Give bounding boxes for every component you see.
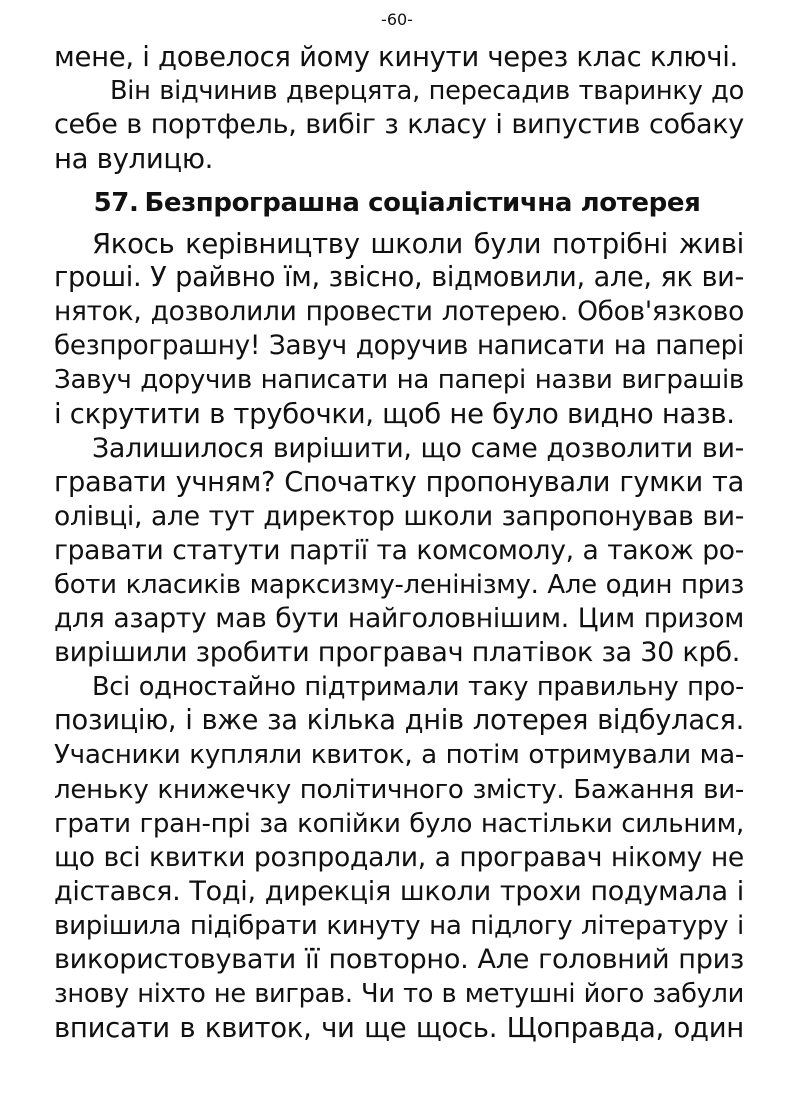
text-line: боти класиків марксизму-ленінізму. Але один приз bbox=[54, 569, 744, 600]
text-line: використовувати її повторно. Але головний приз bbox=[54, 943, 744, 975]
text-line: позицію, і вже за кілька днів лотерея відбулася. bbox=[54, 705, 744, 737]
text-line: що всі квитки розпродали, а програвач нікому не bbox=[54, 841, 744, 873]
text-line: гроші. У райвно їм, звісно, відмовили, але, як ви- bbox=[54, 262, 744, 294]
text-line: себе в портфель, вибіг з класу і випустив собаку bbox=[54, 109, 744, 141]
chapter-number: 57. bbox=[93, 188, 139, 218]
text-line: на вулицю. bbox=[54, 143, 214, 176]
text-line: безпрограшну! Завуч доручив написати на папері bbox=[54, 331, 744, 362]
chapter-body bbox=[54, 227, 744, 1045]
text-line: Всі одностайно підтримали таку правильну про- bbox=[92, 672, 744, 703]
text-line: леньку книжечку політичного змісту. Бажання ви- bbox=[54, 774, 744, 805]
text-line: і скрутити в трубочки, щоб не було видно назв. bbox=[54, 398, 735, 431]
text-line: гравати учням? Спочатку пропонували гумки та bbox=[54, 466, 744, 498]
page-number: -60- bbox=[381, 10, 413, 29]
chapter-title: Безпрограшна соціалістична лотерея bbox=[144, 188, 701, 218]
text-line: няток, дозволили провести лотерею. Обов'язково bbox=[54, 296, 744, 328]
text-line: грати гран-прі за копійки було настільки сильним, bbox=[54, 808, 744, 839]
text-line: вписати в квиток, чи ще щось. Щоправда, один bbox=[54, 1012, 744, 1045]
text-line: для азарту мав бути найголовнішим. Цим призом bbox=[54, 603, 744, 635]
text-line: вирішили зробити програвач платівок за 30 крб. bbox=[54, 637, 741, 669]
text-line: мене, і довелося йому кинути через клас ключі. bbox=[54, 41, 738, 73]
text-line: Завуч доручив написати на папері назви виграшів bbox=[54, 365, 744, 396]
text-line: Якось керівництву школи були потрібні живі bbox=[92, 228, 744, 260]
text-line: дістався. Тоді, дирекція школи трохи подумала і bbox=[54, 875, 744, 907]
chapter-heading bbox=[0, 183, 794, 223]
text-line: знову ніхто не виграв. Чи то в метушні його забули bbox=[54, 979, 744, 1010]
text-line: Він відчинив дверцята, пересадив тваринку до bbox=[110, 76, 744, 107]
text-line: олівці, але тут директор школи запропонував ви- bbox=[54, 500, 744, 532]
text-line: Залишилося вирішити, що саме дозволити ви- bbox=[92, 432, 744, 464]
text-line: вирішила підібрати кинуту на підлогу літературу і bbox=[54, 910, 744, 941]
top-text bbox=[54, 40, 744, 176]
text-line: гравати статути партії та комсомолу, а також ро- bbox=[54, 534, 744, 566]
text-line: Учасники купляли квиток, а потім отримували ма- bbox=[54, 740, 744, 771]
